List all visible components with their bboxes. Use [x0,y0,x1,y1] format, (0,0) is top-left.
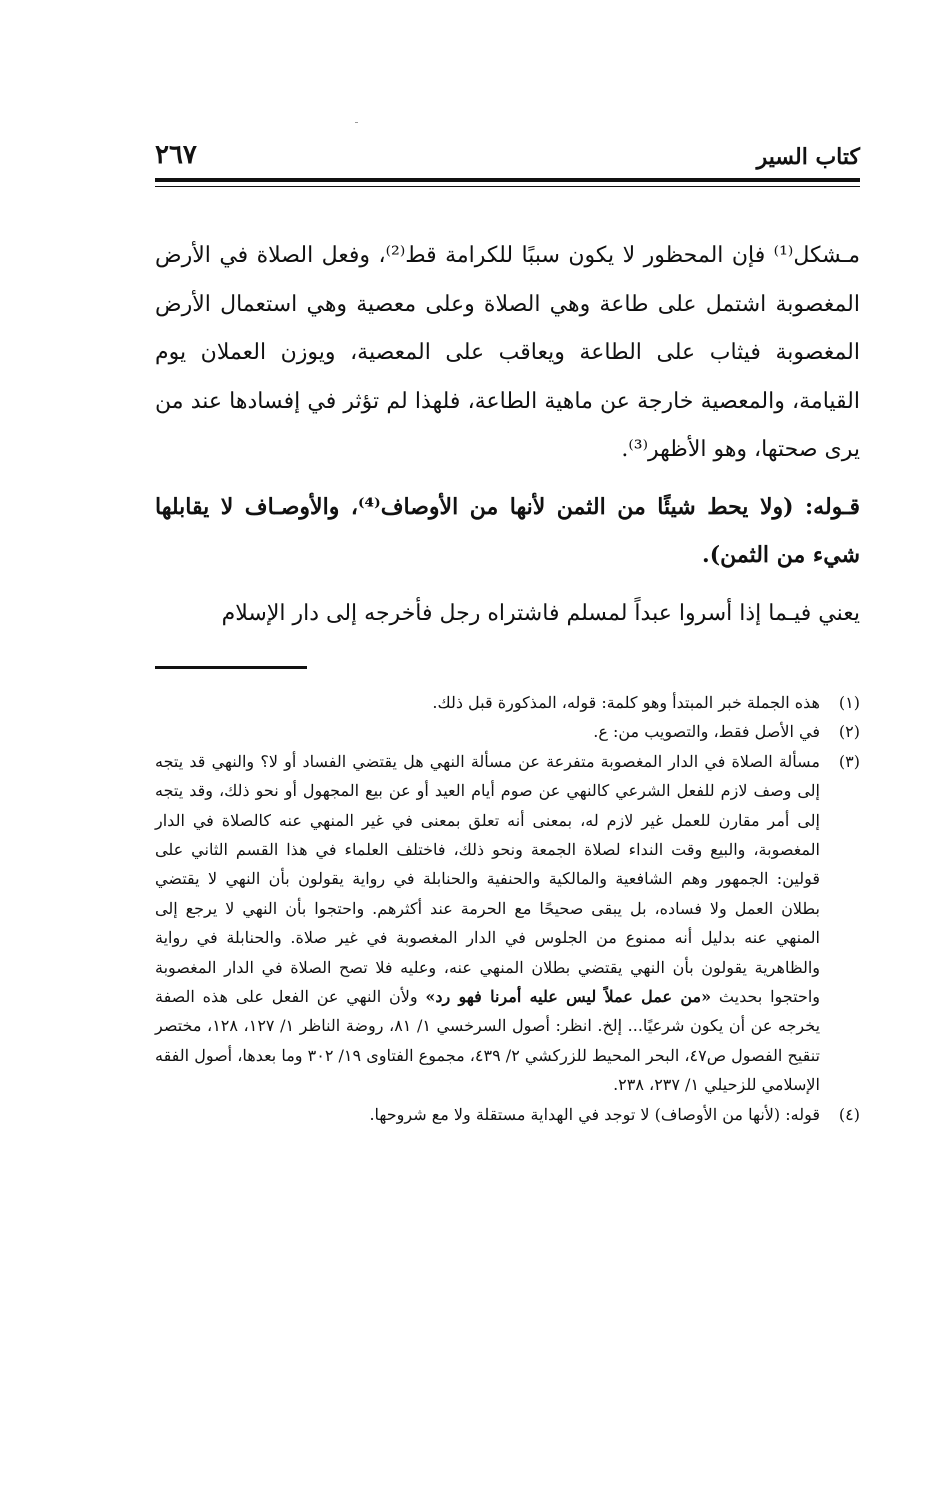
print-mark [355,122,358,123]
main-text [155,232,860,638]
footnote-number: (١) [838,693,860,712]
footnote-number: (٣) [838,751,860,771]
running-title: كتاب السير [756,144,860,170]
book-page [155,0,860,1489]
header-rule-thin [155,186,860,187]
footnote-1 [155,688,860,717]
footnote-text-part: مسألة الصلاة في الدار المغصوبة متفرعة عن مسألة النهي هل يقتضي الفساد أو لا؟ والنهي قد يتجه إلى وصف لازم للفعل الشرعي كالنهي عن صوم أيام العيد أو عن بيع المجهول أو نحو ذلك، وقد يتجه إلى أمر مقارن للعمل غير لازم له، بمعنى أنه تعلق بمعنى في غير المنهي عنه كالصلاة في الدار المغصوبة، والبيع وقت النداء لصلاة الجمعة ونحو ذلك، فاختلف العلماء في هذا القسم الثاني على قولين: الجمهور وهم الشافعية والمالكية والحنفية والحنابلة في رواية يقولون بأن النهي لا يقتضي بطلان العمل ولا فساده، بل يبقى صحيحًا مع الحرمة عند أكثرهم. واحتجوا بأن النهي لا يرجع إلى المنهي عنه بدليل أنه ممنوع من الجلوس في الدار المغصوبة في غير صلاة. والحنابلة في رواية والظاهرية يقولون بأن النهي يقتضي بطلان المنهي عنه، وعليه فلا تصح الصلاة في الدار المغصوبة واحتجوا بحديث [155,751,821,1007]
paragraph-2-quote: قـوله: (ولا يحط شيئًا من الثمن لأنها من الأوصاف⁽⁴⁾، والأوصـاف لا يقابلها شيء من الثمن). [155,493,860,568]
page-number: ٢٦٧ [155,140,197,170]
footnote-text: في الأصل فقط، والتصويب من: ع. [593,722,820,742]
page-header [155,140,860,176]
footnotes [155,688,860,1129]
footnote-4 [155,1100,860,1129]
footnote-3 [155,747,860,1100]
footnote-text [155,747,820,1100]
paragraph-3: يعني فيـما إذا أسروا عبداً لمسلم فاشتراه رجل فأخرجه إلى دار الإسلام [221,600,860,626]
footnote-number: (٤) [838,1104,860,1124]
paragraph-1: مـشكل⁽¹⁾ فإن المحظور لا يكون سببًا للكرامة قط⁽²⁾، وفعل الصلاة في الأرض المغصوبة اشتمل على طاعة وهي الصلاة وعلى معصية وهي استعمال الأرض المغصوبة فيثاب على الطاعة ويعاقب على المعصية، ويوزن العملان يوم القيامة، والمعصية خارجة عن ماهية الطاعة، فلهذا لم تؤثر في إفسادها عند من يرى صحتها، وهو الأظهر⁽³⁾. [155,243,860,462]
footnote-2 [155,717,860,746]
footnote-number: (٢) [838,722,860,742]
footnote-text: هذه الجملة خبر المبتدأ وهو كلمة: قوله، المذكورة قبل ذلك. [432,693,820,712]
footnote-text: قوله: (لأنها من الأوصاف) لا توجد في الهداية مستقلة ولا مع شروحها. [369,1104,820,1124]
footnote-text-part: ولأن النهي عن الفعل على هذه الصفة يخرجه عن أن يكون شرعيًا... إلخ. انظر: أصول السرخسي ١/ ٨١، روضة الناظر ١/ ١٢٧، ١٢٨، مختصر تنقيح الفصول ص٤٧، البحر المحيط للزركشي ٢/ ٤٣٩، مجموع الفتاوى ١٩/ ٣٠٢ وما بعدها، أصول الفقه الإسلامي للزحيلي ١/ ٢٣٧، ٢٣٨. [155,987,821,1095]
hadith-quote: «من عمل عملاً ليس عليه أمرنا فهو رد» [425,987,712,1007]
footnote-separator [155,666,307,669]
header-rule-thick [155,178,860,182]
